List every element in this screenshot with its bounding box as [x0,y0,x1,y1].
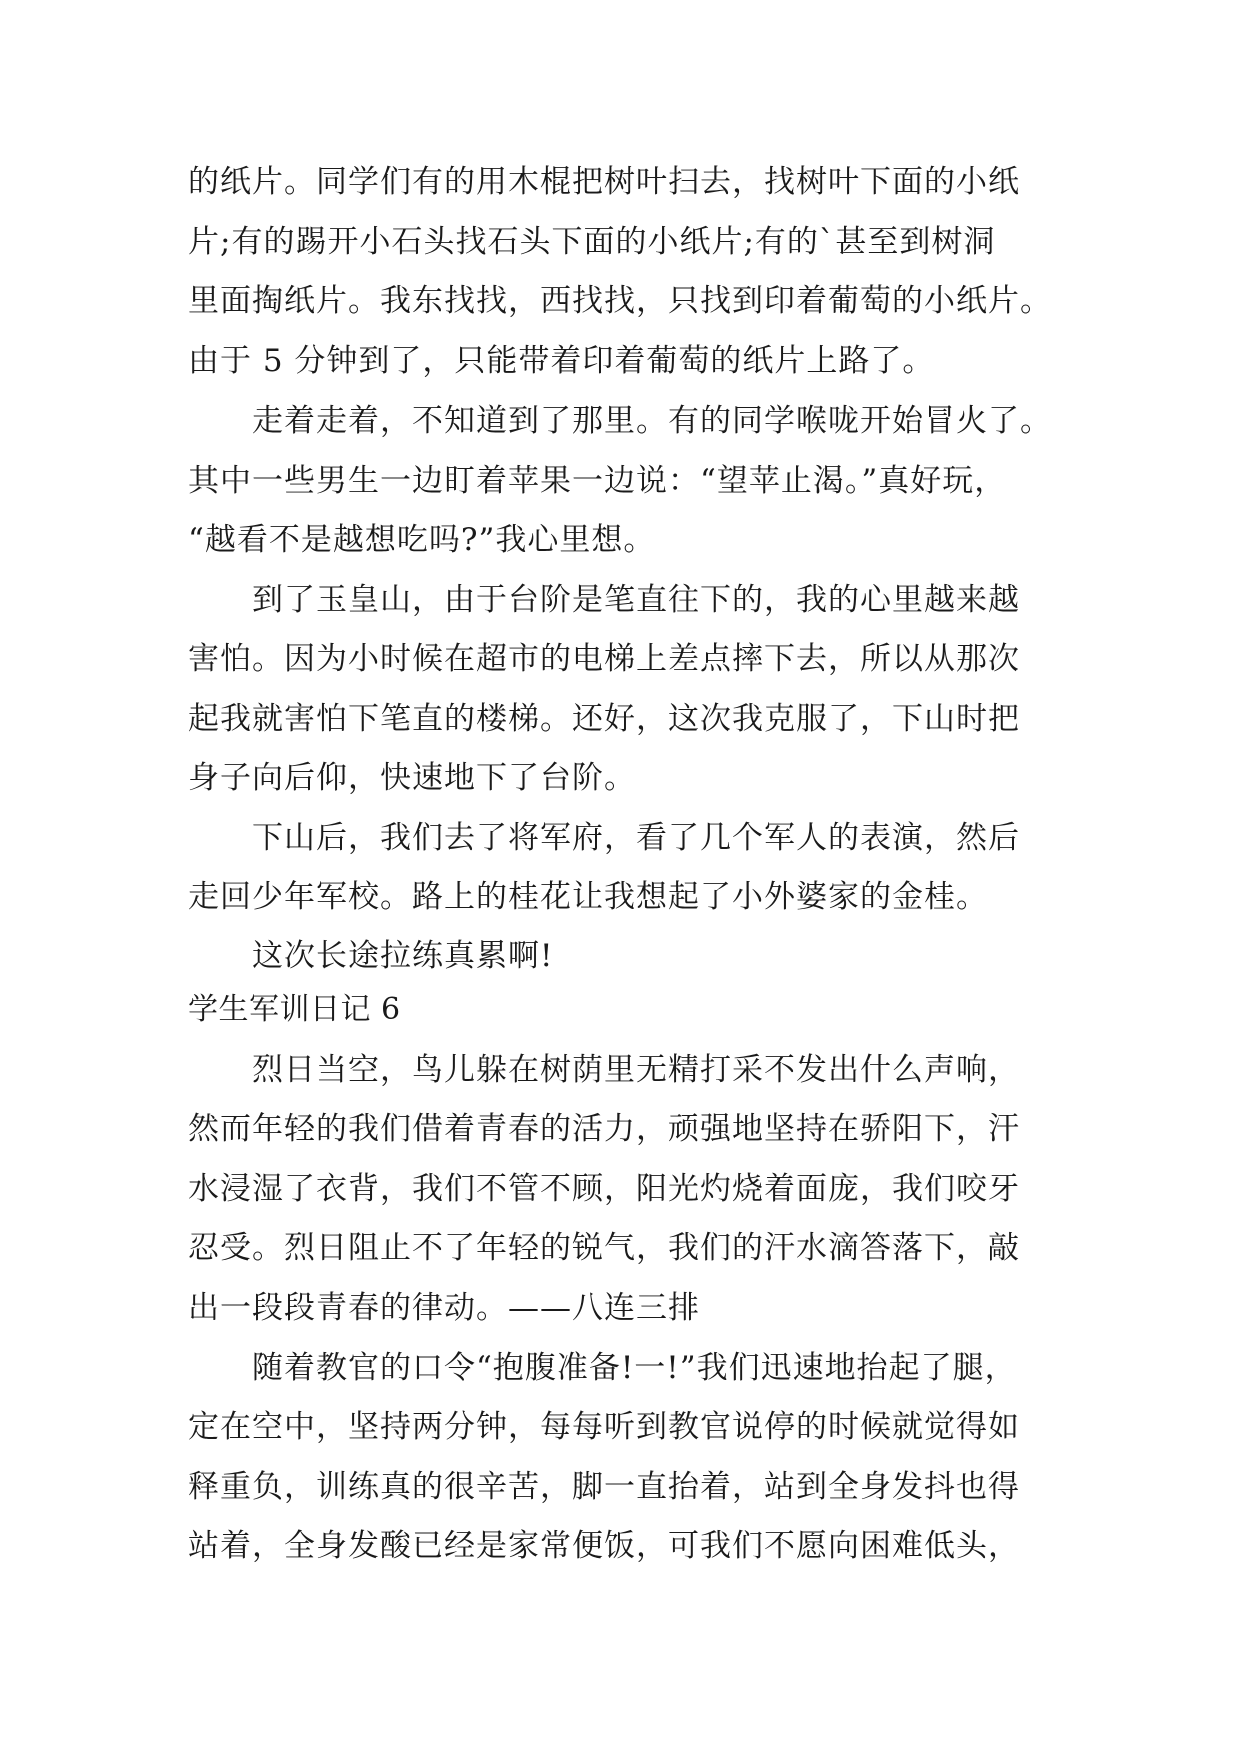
paragraph-line: 身子向后仰，快速地下了台阶。 [188,760,636,796]
paragraph-line: 然而年轻的我们借着青春的活力，顽强地坚持在骄阳下，汗 [188,1111,1020,1147]
paragraph-line: 的纸片。同学们有的用木棍把树叶扫去，找树叶下面的小纸 [188,164,1020,200]
paragraph-line: 站着，全身发酸已经是家常便饭，可我们不愿向困难低头， [188,1528,1020,1564]
paragraph-line: 释重负，训练真的很辛苦，脚一直抬着，站到全身发抖也得 [188,1469,1020,1505]
paragraph-line: 里面掏纸片。我东找找，西找找，只找到印着葡萄的小纸片。 [188,283,1052,319]
paragraph-line: 走回少年军校。路上的桂花让我想起了小外婆家的金桂。 [188,879,988,915]
paragraph-line: 片;有的踢开小石头找石头下面的小纸片;有的`甚至到树洞 [188,224,996,260]
paragraph-line: 到了玉皇山，由于台阶是笔直往下的，我的心里越来越 [252,582,1020,618]
paragraph-line: 这次长途拉练真累啊! [252,938,554,974]
paragraph-line: 定在空中，坚持两分钟，每每听到教官说停的时候就觉得如 [188,1409,1020,1445]
paragraph-line: 随着教官的口令“抱腹准备!一!”我们迅速地抬起了腿， [252,1350,1017,1386]
paragraph-line: 起我就害怕下笔直的楼梯。还好，这次我克服了，下山时把 [188,701,1020,737]
paragraph-line: 害怕。因为小时候在超市的电梯上差点摔下去，所以从那次 [188,641,1020,677]
paragraph-line: 烈日当空，鸟儿躲在树荫里无精打采不发出什么声响， [252,1052,1020,1088]
paragraph-line: 其中一些男生一边盯着苹果一边说：“望苹止渴。”真好玩， [188,463,1007,499]
paragraph-line: “越看不是越想吃吗?”我心里想。 [188,522,656,558]
paragraph-line: 由于 5 分钟到了，只能带着印着葡萄的纸片上路了。 [188,343,935,379]
paragraph-line: 水浸湿了衣背，我们不管不顾，阳光灼烧着面庞，我们咬牙 [188,1171,1020,1207]
section-heading: 学生军训日记 6 [188,992,401,1027]
paragraph-line: 出一段段青春的律动。——八连三排 [188,1290,700,1326]
paragraph-line: 走着走着，不知道到了那里。有的同学喉咙开始冒火了。 [252,403,1052,439]
paragraph-line: 下山后，我们去了将军府，看了几个军人的表演，然后 [252,820,1020,856]
paragraph-line: 忍受。烈日阻止不了年轻的锐气，我们的汗水滴答落下，敲 [188,1230,1020,1266]
